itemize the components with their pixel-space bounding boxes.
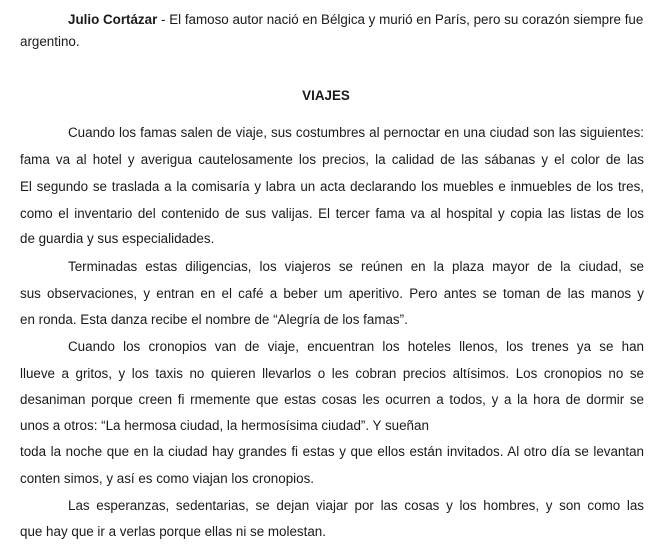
- paragraph-1-line-1: Cuando los famas salen de viaje, sus costumbres al pernoctar en una ciudad son las siguientes:: [68, 125, 644, 140]
- paragraph-3-line-1: Cuando los cronopios van de viaje, encuentran los hoteles llenos, los trenes ya se han: [68, 339, 644, 354]
- paragraph-1-line-4: como el inventario del contenido de sus valijas. El tercer fama va al hospital y copia las listas de los: [20, 206, 644, 221]
- paragraph-3-line-6: conten simos, y así es como viajan los cronopios.: [20, 471, 314, 486]
- intro-text: - El famoso autor nació en Bélgica y murió en París, pero su corazón siempre fue: [157, 12, 644, 27]
- paragraph-3-line-2: llueve a gritos, y los taxis no quieren llevarlos o les cobran precios altísimos. Los cronopios no se: [20, 366, 644, 381]
- paragraph-2-line-2: sus observaciones, y entran en el café a beber um aperitivo. Pero antes se toman de las manos y: [20, 286, 644, 301]
- author-name: Julio Cortázar: [68, 12, 158, 27]
- section-title: VIAJES: [302, 88, 350, 103]
- paragraph-1-line-5: de guardia y sus especialidades.: [20, 231, 215, 246]
- paragraph-2-line-1: Terminadas estas diligencias, los viajeros se reúnen en la plaza mayor de la ciudad, se: [68, 259, 644, 274]
- paragraph-4-line-1: Las esperanzas, sedentarias, se dejan viajar por las cosas y los hombres, y son como las: [68, 498, 644, 513]
- paragraph-3-line-3: desaniman porque creen fi rmemente que estas cosas les ocurren a todos, y a la hora de dormir se: [20, 392, 644, 407]
- paragraph-2-line-3: en ronda. Esta danza recibe el nombre de “Alegría de los famas”.: [20, 312, 408, 327]
- paragraph-4-line-2: que hay que ir a verlas porque ellas ni se molestan.: [20, 524, 326, 539]
- intro-line-2: argentino.: [20, 34, 80, 49]
- paragraph-3-line-4: unos a otros: “La hermosa ciudad, la hermosísima ciudad”. Y sueñan: [20, 418, 429, 433]
- intro-line-1: [68, 11, 644, 29]
- paragraph-1-line-3: El segundo se traslada a la comisaría y labra un acta declarando los muebles e inmuebles de los tres,: [20, 179, 644, 194]
- paragraph-3-line-5: toda la noche que en la ciudad hay grandes fi estas y que ellos están invitados. Al otro día se levantan: [20, 444, 644, 459]
- paragraph-1-line-2: fama va al hotel y averigua cautelosamente los precios, la calidad de las sábanas y el color de las: [20, 152, 644, 167]
